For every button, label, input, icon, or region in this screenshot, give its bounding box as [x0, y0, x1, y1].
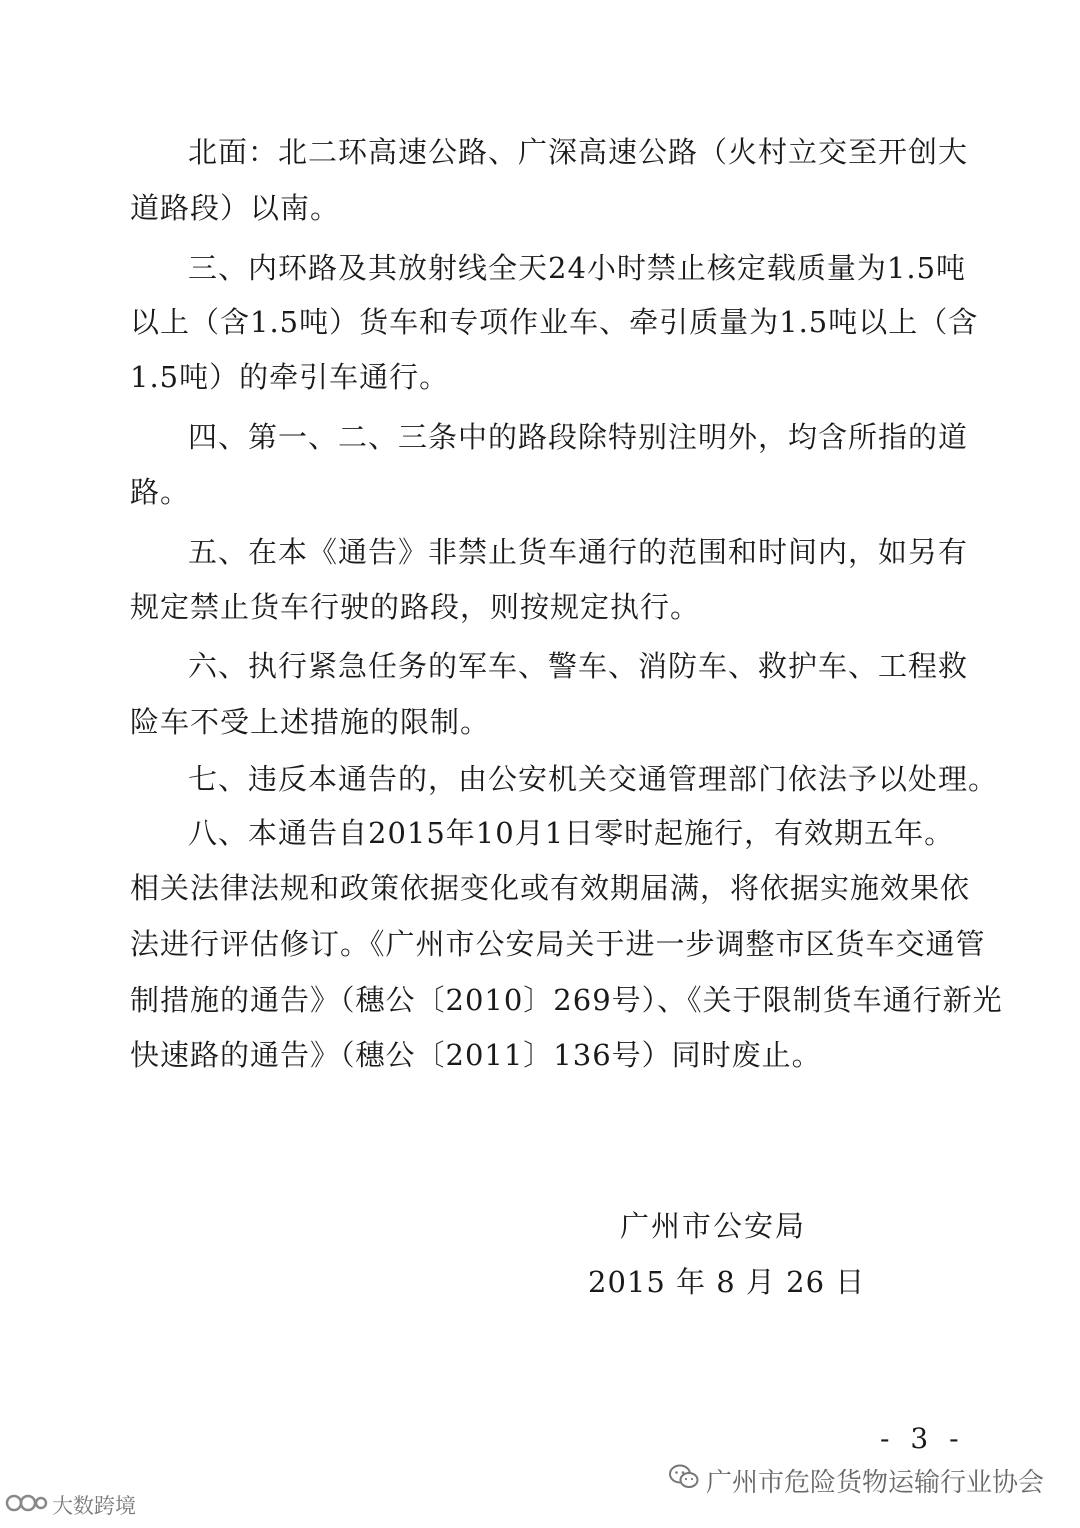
paragraph-line: 七、违反本通告的，由公安机关交通管理部门依法予以处理。	[188, 762, 999, 796]
paragraph-line: 相关法律法规和政策依据变化或有效期届满，将依据实施效果依	[130, 871, 971, 905]
paragraph-line: 规定禁止货车行驶的路段，则按规定执行。	[130, 590, 701, 624]
paragraph-line: 制措施的通告》（穗公〔2010〕269号）、《关于限制货车通行新光	[130, 983, 1003, 1017]
paragraph-line: 四、第一、二、三条中的路段除特别注明外，均含所指的道	[188, 420, 969, 454]
watermark-right	[668, 1462, 1044, 1499]
paragraph-line: 以上（含1.5吨）货车和专项作业车、牵引质量为1.5吨以上（含	[130, 305, 979, 339]
page-number: - 3 -	[880, 1422, 965, 1455]
paragraph-line: 八、本通告自2015年10月1日零时起施行，有效期五年。	[188, 816, 955, 850]
wechat-icon	[668, 1463, 700, 1498]
paragraph-line: 六、执行紧急任务的军车、警车、消防车、救护车、工程救	[188, 649, 969, 683]
paragraph-line: 三、内环路及其放射线全天24小时禁止核定载质量为1.5吨	[188, 251, 967, 285]
paragraph-line: 1.5吨）的牵引车通行。	[130, 360, 450, 394]
paragraph-line: 险车不受上述措施的限制。	[130, 705, 491, 739]
paragraph-line: 北面：北二环高速公路、广深高速公路（火村立交至开创大	[188, 135, 969, 169]
signature-org: 广州市公安局	[620, 1209, 807, 1243]
paragraph-line: 五、在本《通告》非禁止货车通行的范围和时间内，如另有	[188, 535, 969, 569]
watermark-left-text: 大数跨境	[52, 1494, 136, 1518]
paragraph-line: 快速路的通告》（穗公〔2011〕136号）同时废止。	[130, 1038, 822, 1072]
logo-icon	[4, 1491, 48, 1520]
watermark-right-text: 广州市危险货物运输行业协会	[706, 1468, 1045, 1498]
watermark-left	[4, 1490, 136, 1520]
paragraph-line: 道路段）以南。	[130, 191, 341, 225]
paragraph-line: 路。	[130, 475, 191, 509]
paragraph-line: 法进行评估修订。《广州市公安局关于进一步调整市区货车交通管	[130, 927, 986, 961]
signature-date: 2015 年 8 月 26 日	[588, 1265, 866, 1299]
